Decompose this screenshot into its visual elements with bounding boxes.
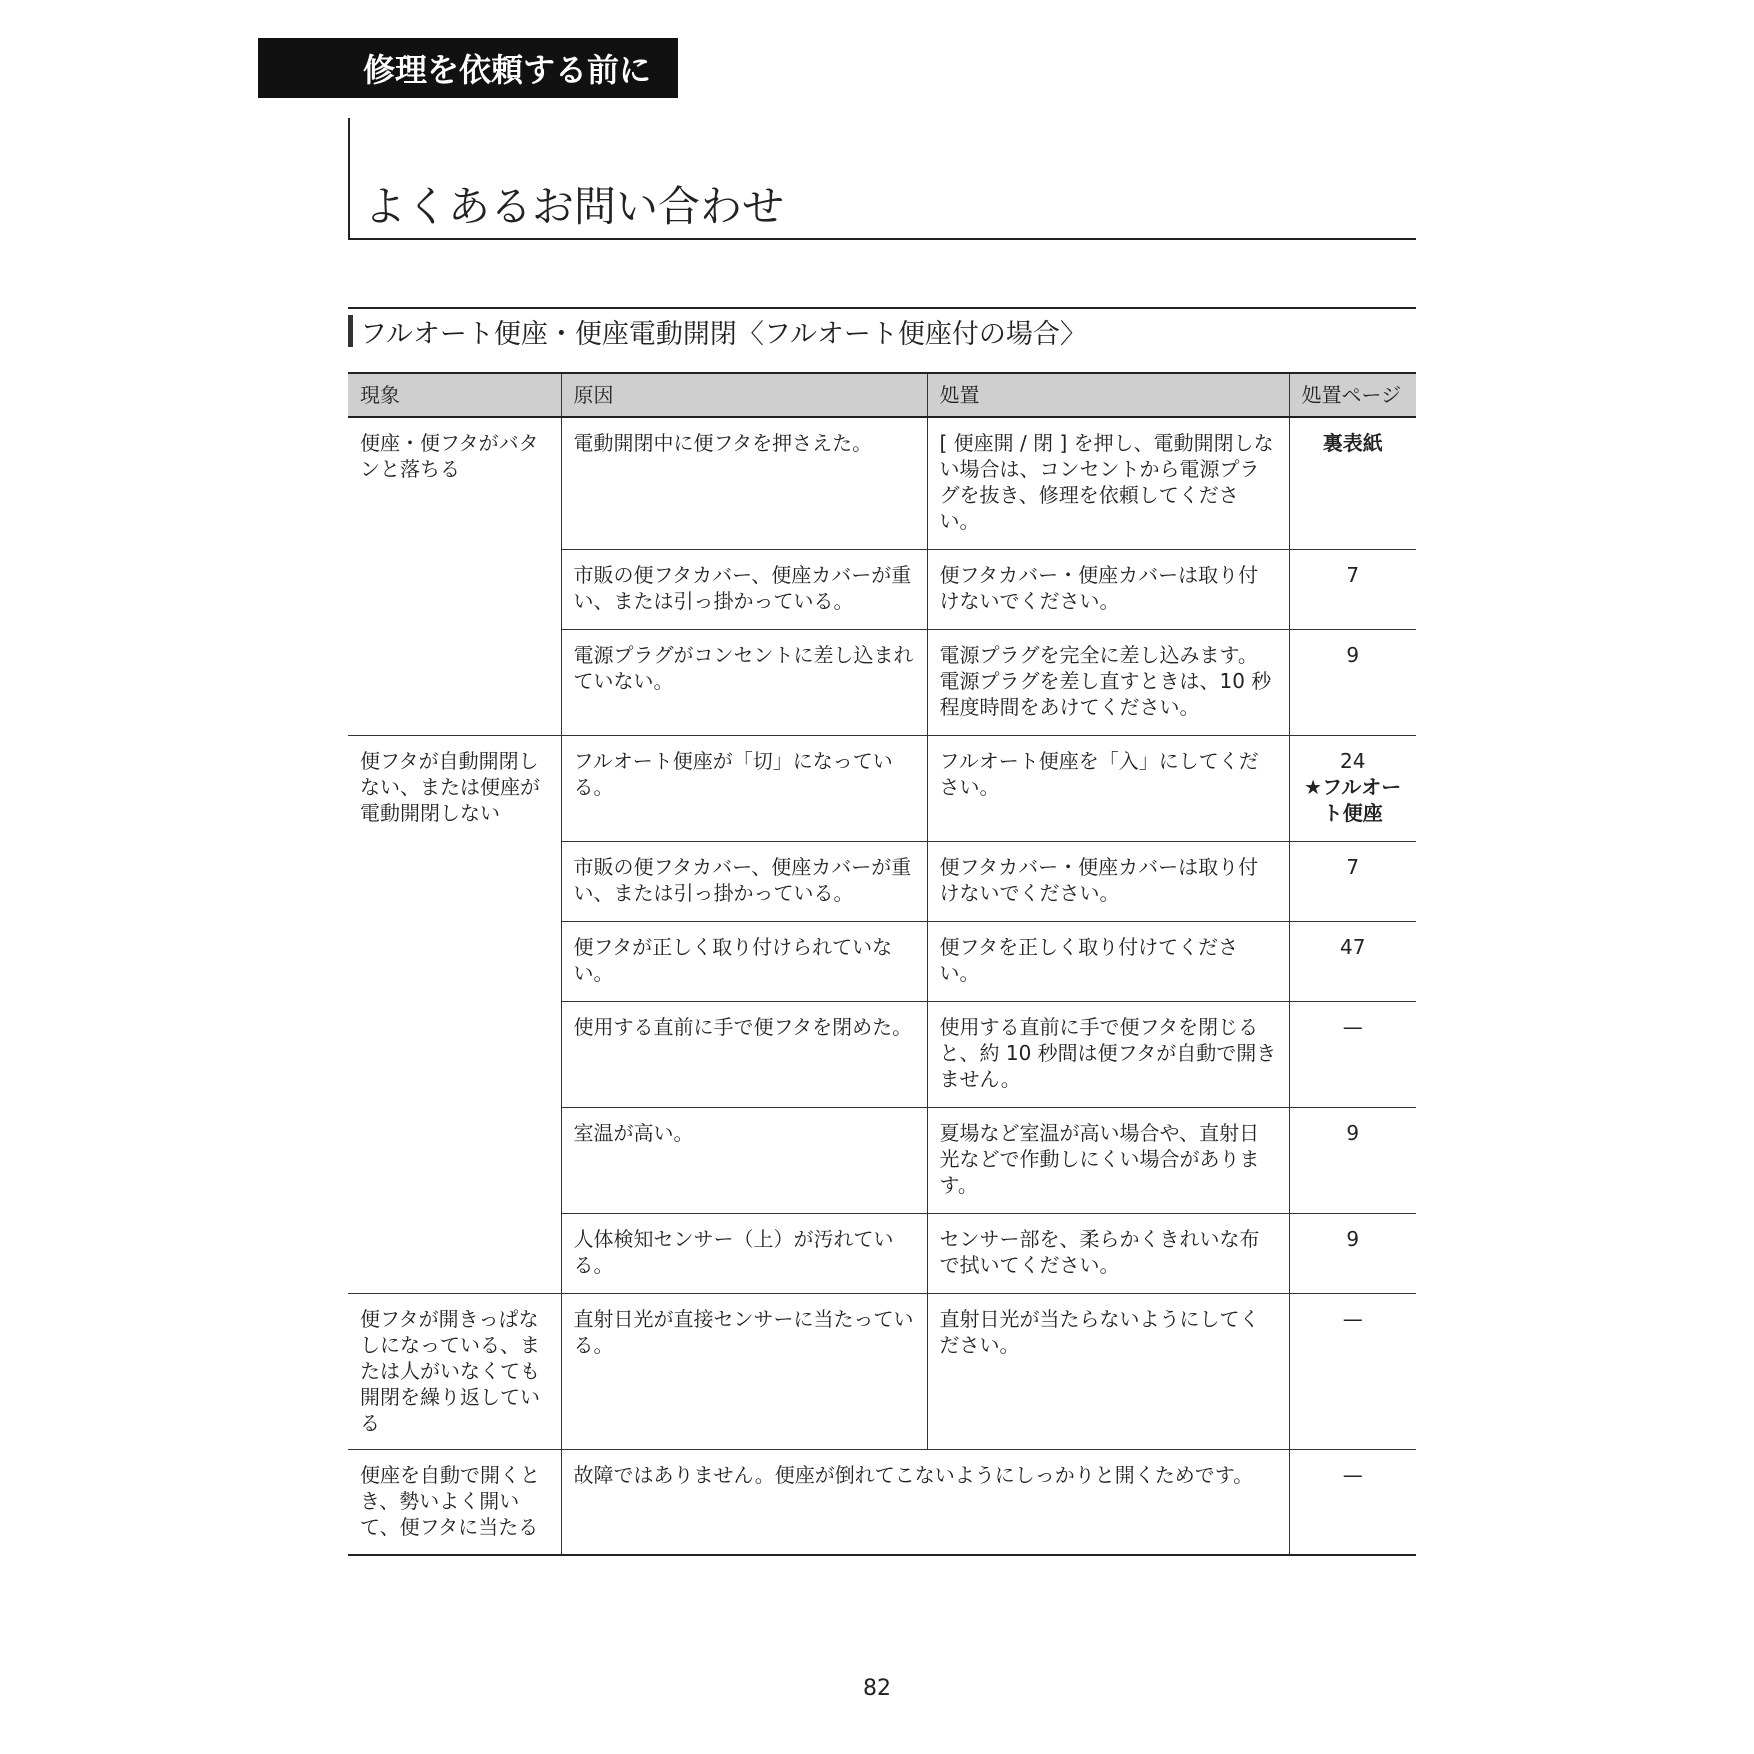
- page-heading-frame: [348, 118, 1416, 240]
- page-ref-cell: 7: [1289, 841, 1416, 921]
- remedy-cell: 便フタカバー・便座カバーは取り付けないでください。: [927, 841, 1289, 921]
- symptom-cell: 便座を自動で開くとき、勢いよく開いて、便フタに当たる: [348, 1449, 561, 1555]
- remedy-cell: 便フタカバー・便座カバーは取り付けないでください。: [927, 549, 1289, 629]
- cause-cell: 電源プラグがコンセントに差し込まれていない。: [561, 629, 927, 735]
- remedy-cell: フルオート便座を「入」にしてください。: [927, 735, 1289, 841]
- cause-cell: 室温が高い。: [561, 1107, 927, 1213]
- header-remedy: 処置: [927, 373, 1289, 417]
- header-cause: 原因: [561, 373, 927, 417]
- cause-cell: 人体検知センサー（上）が汚れている。: [561, 1213, 927, 1293]
- section-title: フルオート便座・便座電動開閉〈フルオート便座付の場合〉: [360, 319, 1087, 350]
- table-row: [348, 1293, 1416, 1449]
- faq-table: [348, 372, 1416, 1556]
- remedy-cell: 夏場など室温が高い場合や、直射日光などで作動しにくい場合があります。: [927, 1107, 1289, 1213]
- page-ref-number: 24: [1340, 748, 1366, 773]
- cause-cell: 使用する直前に手で便フタを閉めた。: [561, 1001, 927, 1107]
- page-number: 82: [863, 1676, 891, 1701]
- remedy-cell: 使用する直前に手で便フタを閉じると、約 10 秒間は便フタが自動で開きません。: [927, 1001, 1289, 1107]
- section-divider: [348, 307, 1416, 309]
- cause-cell: 市販の便フタカバー、便座カバーが重い、または引っ掛かっている。: [561, 841, 927, 921]
- page-ref-cell: —: [1289, 1293, 1416, 1449]
- table-header-row: [348, 373, 1416, 417]
- cause-cell: フルオート便座が「切」になっている。: [561, 735, 927, 841]
- page-ref-cell: —: [1289, 1449, 1416, 1555]
- symptom-cell: 便フタが自動開閉しない、または便座が電動開閉しない: [348, 735, 561, 1293]
- page-ref-cell: 9: [1289, 1107, 1416, 1213]
- remedy-cell: 直射日光が当たらないようにしてください。: [927, 1293, 1289, 1449]
- page-ref-cell: 7: [1289, 549, 1416, 629]
- remedy-cell: [ 便座開 / 閉 ] を押し、電動開閉しない場合は、コンセントから電源プラグを抜き、修理を依頼してください。: [927, 417, 1289, 549]
- cause-cell: 市販の便フタカバー、便座カバーが重い、または引っ掛かっている。: [561, 549, 927, 629]
- page-ref-cell: 47: [1289, 921, 1416, 1001]
- header-page: 処置ページ: [1289, 373, 1416, 417]
- chapter-tab: [258, 38, 678, 98]
- symptom-cell: 便座・便フタがバタンと落ちる: [348, 417, 561, 735]
- table-row: [348, 417, 1416, 549]
- page-ref-cell: 9: [1289, 629, 1416, 735]
- cause-cell: 直射日光が直接センサーに当たっている。: [561, 1293, 927, 1449]
- page-title: よくあるお問い合わせ: [364, 182, 785, 231]
- header-symptom: 現象: [348, 373, 561, 417]
- section-marker: [348, 315, 353, 347]
- table-row: [348, 735, 1416, 841]
- chapter-tab-label: 修理を依頼する前に: [363, 51, 652, 89]
- merged-note-cell: 故障ではありません。便座が倒れてこないようにしっかりと開くためです。: [561, 1449, 1289, 1555]
- symptom-cell: 便フタが開きっぱなしになっている、または人がいなくても開閉を繰り返している: [348, 1293, 561, 1449]
- cause-cell: 便フタが正しく取り付けられていない。: [561, 921, 927, 1001]
- cause-cell: 電動開閉中に便フタを押さえた。: [561, 417, 927, 549]
- page-ref-note: ★フルオート便座: [1304, 774, 1402, 825]
- page-ref-cell: [1289, 735, 1416, 841]
- page-ref-cell: 裏表紙: [1289, 417, 1416, 549]
- page-ref-cell: —: [1289, 1001, 1416, 1107]
- remedy-cell: 電源プラグを完全に差し込みます。電源プラグを差し直すときは、10 秒程度時間をあけてください。: [927, 629, 1289, 735]
- page-ref-cell: 9: [1289, 1213, 1416, 1293]
- remedy-cell: センサー部を、柔らかくきれいな布で拭いてください。: [927, 1213, 1289, 1293]
- remedy-cell: 便フタを正しく取り付けてください。: [927, 921, 1289, 1001]
- table-row: [348, 1449, 1416, 1555]
